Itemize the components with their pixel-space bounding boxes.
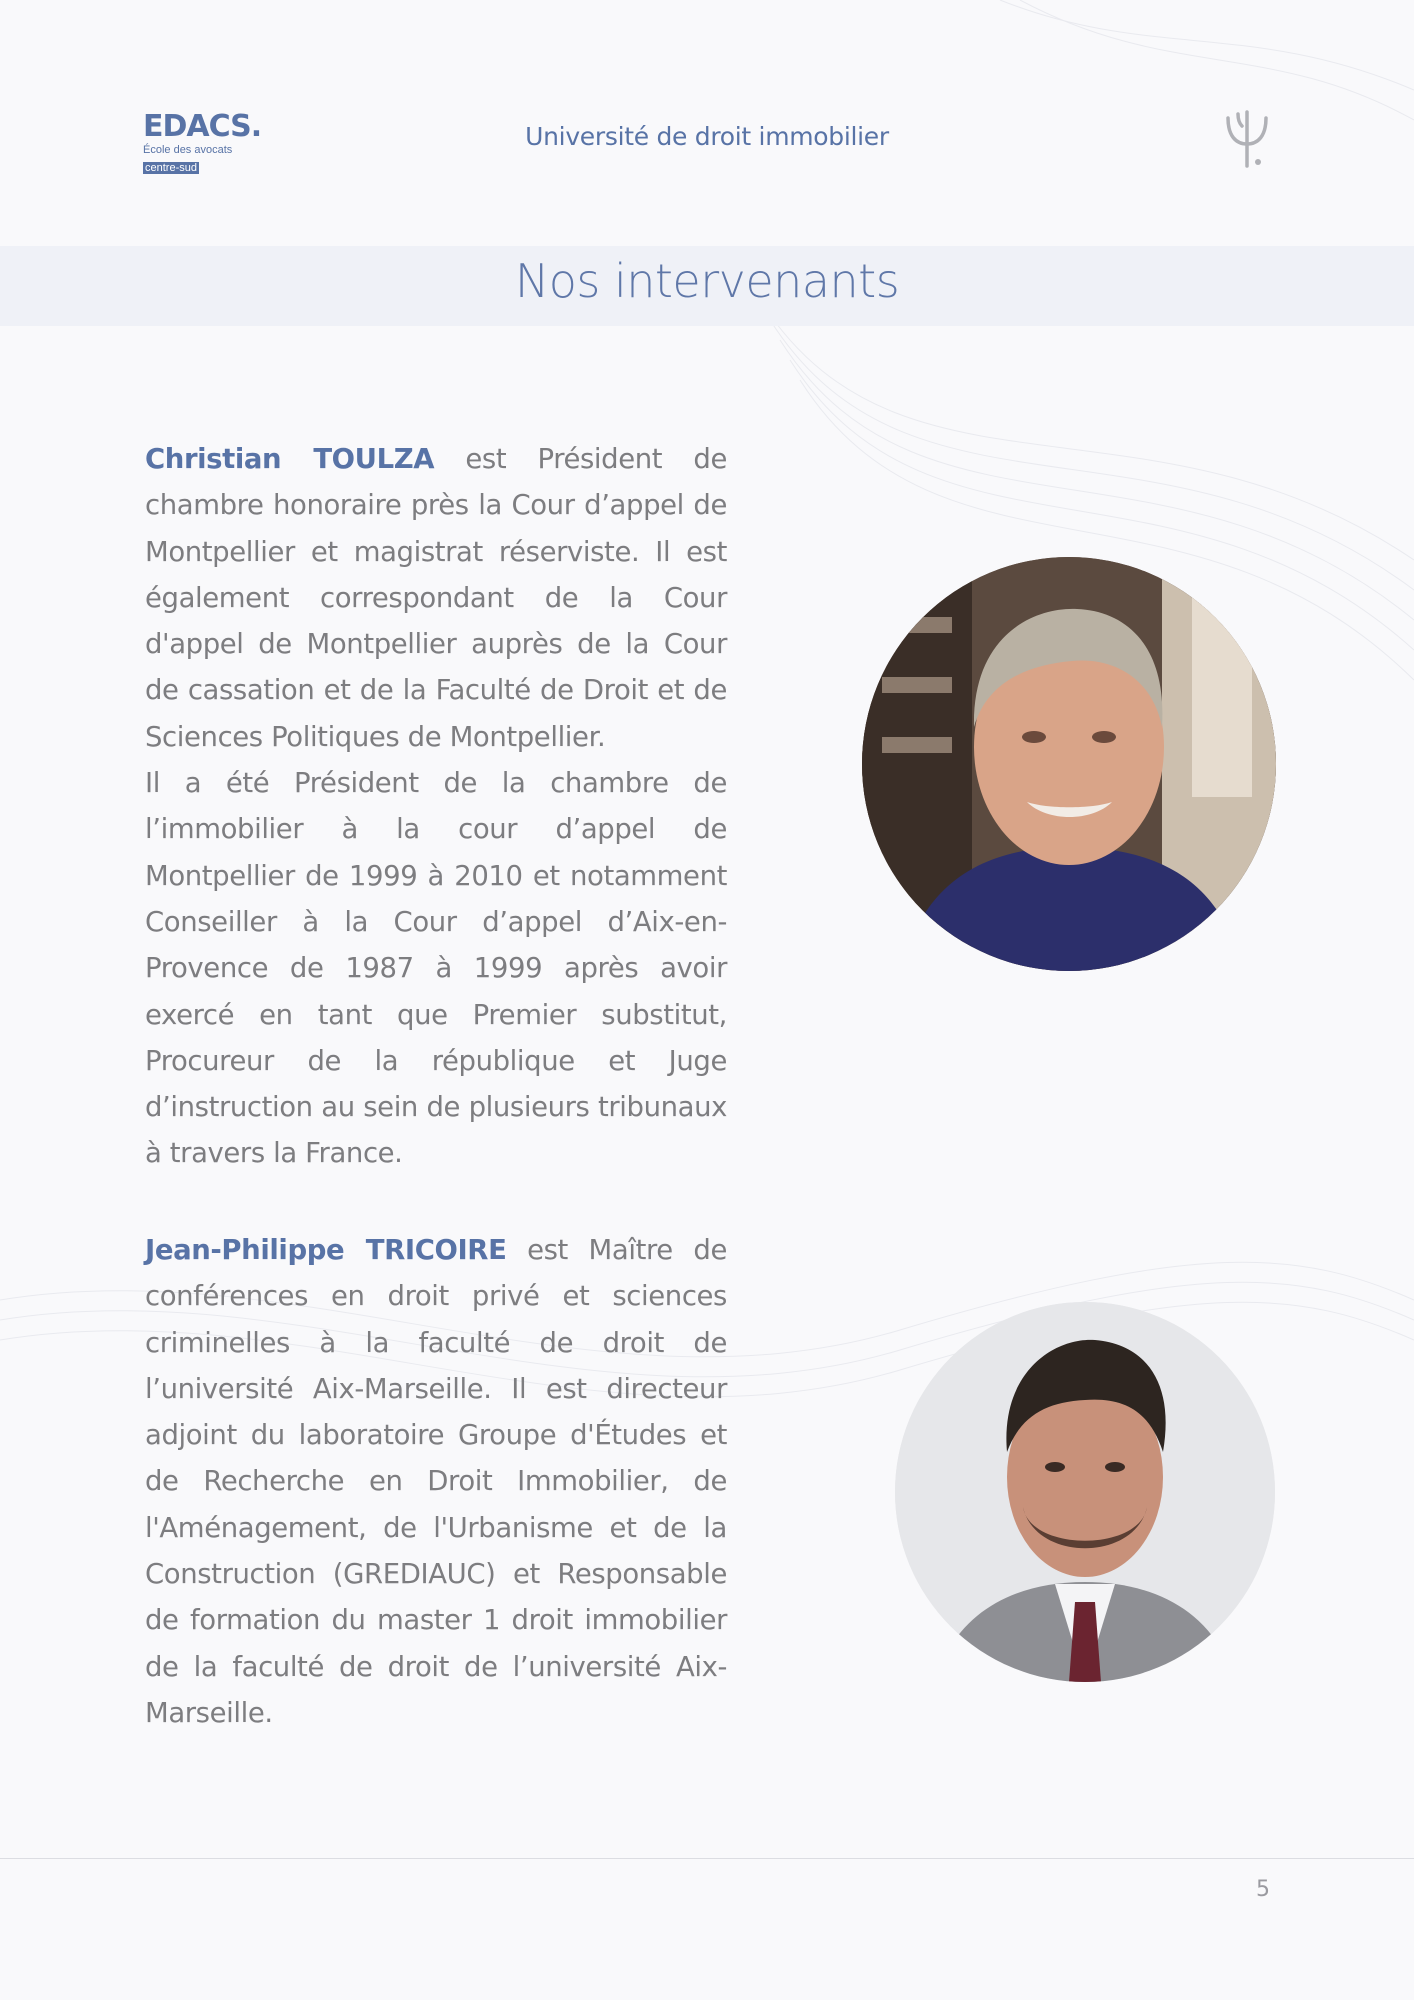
logo-tagline: centre-sud <box>145 162 197 174</box>
psi-emblem-icon <box>1222 106 1272 176</box>
page-number: 5 <box>1256 1877 1270 1902</box>
section-title: Nos intervenants <box>514 254 900 308</box>
speaker-bio-text: est Président de chambre honoraire près la Cour d’appel de Montpellier et magistrat réserviste. Il est également correspondant de la Cour d'appel de Montpellier auprès de la Cour de cassation et de la Faculté de Droit et de Sciences Politiques de Montpellier. <box>145 443 727 753</box>
speaker-photo-tricoire <box>895 1302 1275 1682</box>
speaker-bio-toulza <box>145 436 727 1177</box>
speaker-bio-tricoire <box>145 1227 727 1736</box>
speaker-name: Christian TOULZA <box>145 443 435 475</box>
speaker-bio-paragraph-1 <box>145 1227 727 1736</box>
header-title: Université de droit immobilier <box>525 122 889 151</box>
footer-divider <box>0 1858 1414 1859</box>
speaker-bio-text: est Maître de conférences en droit privé et sciences criminelles à la faculté de droit de l’université Aix-Marseille. Il est directeur adjoint du laboratoire Groupe d'Études et de Recherche en Droit Immobilier, de l'Aménagement, de l'Urbanisme et de la Construction (GREDIAUC) et Responsable de formation du master 1 droit immobilier de la faculté de droit de l’université Aix-Marseille. <box>145 1234 727 1729</box>
logo-wordmark: EDACS. <box>143 109 262 144</box>
speaker-photo-toulza <box>862 557 1276 971</box>
speaker-bio-paragraph-2: Il a été Président de la chambre de l’immobilier à la cour d’appel de Montpellier de 1999 à 2010 et notamment Conseiller à la Cour d’appel d’Aix-en-Provence de 1987 à 1999 après avoir exercé en tant que Premier substitut, Procureur de la république et Juge d’instruction au sein de plusieurs tribunaux à travers la France. <box>145 767 727 1170</box>
logo-subtitle: École des avocats <box>143 144 233 156</box>
speaker-bio-paragraph-1 <box>145 436 727 760</box>
speaker-name: Jean-Philippe TRICOIRE <box>145 1234 507 1266</box>
